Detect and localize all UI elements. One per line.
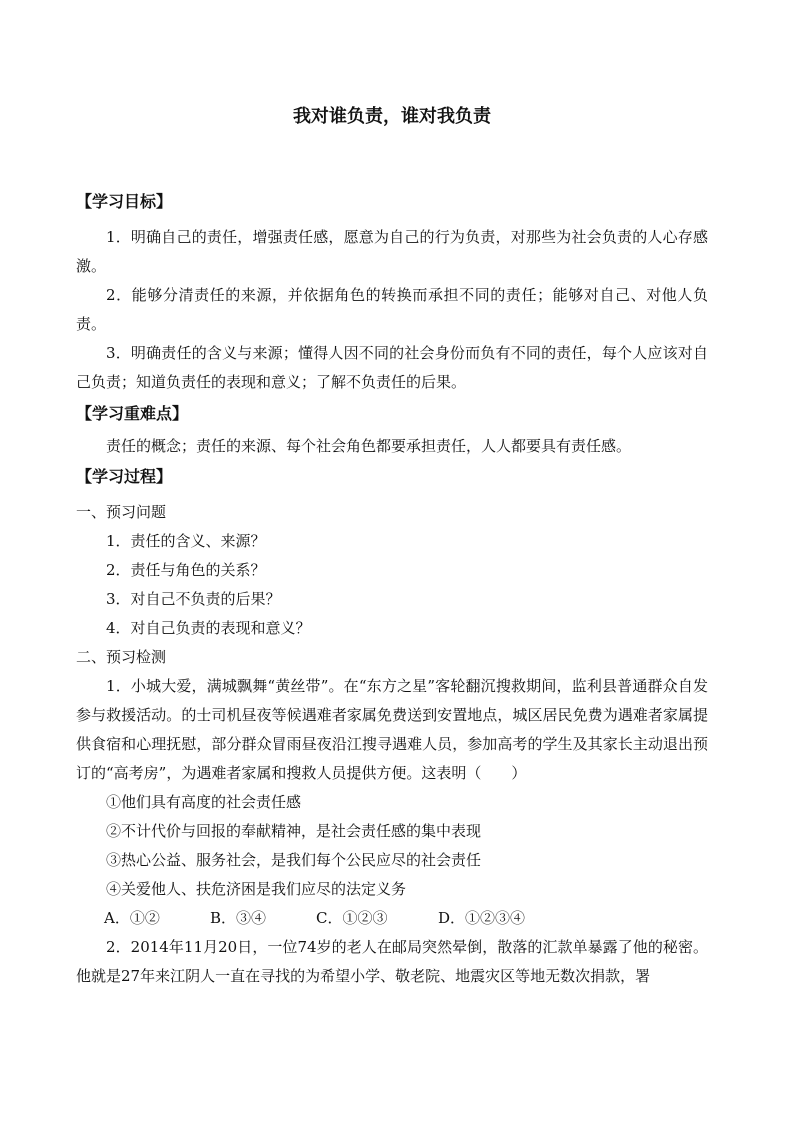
goal-item: 3．明确责任的含义与来源；懂得人因不同的社会身份而负有不同的责任，每个人应该对自己负责；知道负责任的表现和意义；了解不负责任的后果。 — [76, 344, 708, 391]
question-1-text: 1．小城大爱，满城飘舞“黄丝带”。在“东方之星”客轮翻沉搜救期间，监利县普通群众自发参与救援活动。的士司机昼夜等候遇难者家属免费送到安置地点，城区居民免费为遇难者家属提供食宿和心理抚慰，部分群众冒雨昼夜沿江搜寻遇难人员，参加高考的学生及其家长主动退出预订的“高考房”，为遇难者家属和搜救人员提供方便。这表明（ ） — [76, 677, 708, 782]
option-c: C．①②③ — [316, 909, 388, 927]
preview-question: 3．对自己不负责的后果？ — [106, 590, 281, 608]
statement-item: ③热心公益、服务社会，是我们每个公民应尽的社会责任 — [106, 851, 482, 869]
option-d: D．①②③④ — [438, 909, 526, 927]
part2-title: 二、预习检测 — [76, 648, 167, 666]
learning-goals-list — [76, 223, 708, 397]
preview-question: 4．对自己负责的表现和意义？ — [106, 619, 311, 637]
learning-goals-heading: 【学习目标】 — [76, 192, 173, 211]
statement-item: ①他们具有高度的社会责任感 — [106, 793, 302, 811]
answer-options — [76, 904, 708, 933]
preview-question: 2．责任与角色的关系？ — [106, 561, 266, 579]
statement-item: ④关爱他人、扶危济困是我们应尽的法定义务 — [106, 880, 407, 898]
statement-item: ②不计代价与回报的奉献精神，是社会责任感的集中表现 — [106, 822, 482, 840]
question-2-text: 2．2014年11月20日，一位74岁的老人在邮局突然晕倒，散落的汇款单暴露了他的秘密。他就是27年来江阴人一直在寻找的为希望小学、敬老院、地震灾区等地无数次捐款，署 — [76, 938, 708, 985]
process-heading: 【学习过程】 — [76, 467, 173, 486]
key-points-text: 责任的概念；责任的来源、每个社会角色都要承担责任，人人都要具有责任感。 — [106, 437, 632, 455]
goal-item: 1．明确自己的责任，增强责任感，愿意为自己的行为负责，对那些为社会负责的人心存感激。 — [76, 228, 708, 275]
preview-question: 1．责任的含义、来源？ — [106, 532, 266, 550]
key-points-heading: 【学习重难点】 — [76, 404, 189, 423]
page-title: 我对谁负责，谁对我负责 — [293, 106, 491, 127]
part1-title: 一、预习问题 — [76, 503, 167, 521]
option-a: A．①② — [104, 909, 160, 927]
goal-item: 2．能够分清责任的来源，并依据角色的转换而承担不同的责任；能够对自己、对他人负责。 — [76, 286, 708, 333]
option-b: B．③④ — [210, 909, 267, 927]
